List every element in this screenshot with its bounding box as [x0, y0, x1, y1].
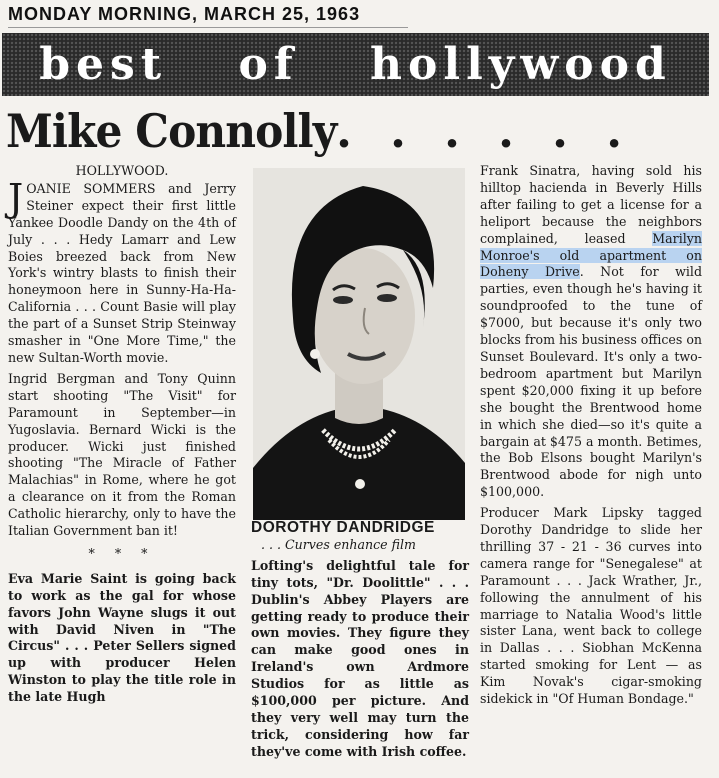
- place-label: HOLLYWOOD.: [75, 163, 169, 178]
- paragraph-5-end: . Not for wild parties, even though he's having it soundproofed to the tune of $7000, but because it's only two blocks from his business offices on Sunset Boulevard. It's only a two-bedroom apartment but Marilyn spent $20,000 fixing it up before she bought the Brentwood home in which she died—so it's quite a bargain at $475 a month. Betimes, the Bob Elsons bought Marilyn's Brentwood abode for nigh unto $100,000.: [480, 264, 703, 500]
- column-right: [480, 163, 702, 712]
- paragraph-5: [480, 163, 702, 501]
- drop-cap: J: [8, 175, 24, 220]
- column-middle: [251, 520, 469, 765]
- photo-caption-text: . . . Curves enhance film: [261, 536, 416, 552]
- portrait-photo: [253, 168, 465, 520]
- paragraph-5-start: Frank Sinatra, having sold his hilltop hacienda in Beverly Hills after failing to get a license for a heliport because the neighbors complained, leased: [480, 163, 702, 246]
- paragraph-4: Lofting's delightful tale for tiny tots, "Dr. Doolittle" . . . Dublin's Abbey Players are getting ready to produce their own movies. They figure they can make good ones in Ireland's own Ardmore Studios for as little as $100,000 per picture. And they very well may turn the trick, considering how far they've come with Irish coffee.: [251, 557, 469, 759]
- portrait-image: [253, 168, 465, 520]
- highlighted-text[interactable]: Marilyn Monroe's old apartment on Doheny Drive: [480, 230, 702, 280]
- section-divider: * * *: [88, 545, 156, 561]
- byline-row: [6, 104, 712, 164]
- paragraph-1: [8, 175, 236, 367]
- paragraph-1-text: OANIE SOMMERS and Jerry Steiner expect their first little Yankee Doodle Dandy on the 4th of July . . . Hedy Lamarr and Lew Boies breezed back from New York's wintry blasts to finish their honeymoon here in Sunny-Ha-Ha-California . . . Count Basie will play the part of a Sunset Strip Steinway smasher in "One More Time," the new Sultan-Worth movie.: [8, 180, 236, 365]
- byline-dots: ......: [336, 104, 661, 158]
- byline-name: Mike Connolly: [6, 104, 337, 158]
- column-left: [8, 163, 236, 710]
- photo-caption-name: DOROTHY DANDRIDGE: [251, 519, 435, 536]
- banner-title: best of hollywood: [39, 39, 672, 90]
- paragraph-2: Ingrid Bergman and Tony Quinn start shooting "The Visit" for Paramount in September—in Yugoslavia. Bernard Wicki is the producer. Wicki just finished shooting "The Miracle of Father Malachias" in Rome, where he got a clearance on it from the Roman Catholic hierarchy, only to have the Italian Government ban it!: [8, 370, 236, 539]
- paragraph-3: Eva Marie Saint is going back to work as the gal for whose favors John Wayne slugs it out with David Niven in "The Circus" . . . Peter Sellers signed up with producer Helen Winston to play the title role in the late Hugh: [8, 570, 236, 705]
- paragraph-6: Producer Mark Lipsky tagged Dorothy Dandridge to slide her thrilling 37 - 21 - 36 curves into camera range for "Senegalese" at Paramount . . . Jack Wrather, Jr., following the annulment of his marriage to Natalia Wood's little sister Lana, went back to college in Dallas . . . Siobhan McKenna started smoking for Lent — as Kim Novak's cigar-smoking sidekick in "Of Human Bondage.": [480, 505, 702, 707]
- column-banner: [2, 33, 709, 96]
- dateline: MONDAY MORNING, MARCH 25, 1963: [8, 4, 408, 28]
